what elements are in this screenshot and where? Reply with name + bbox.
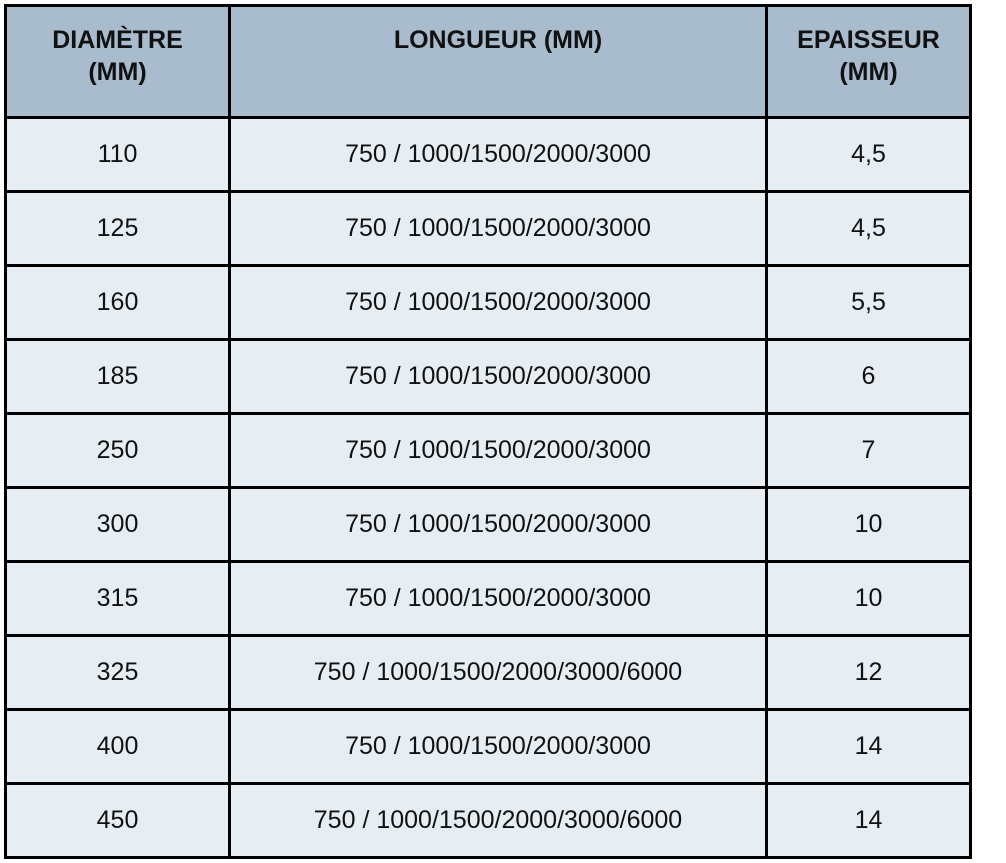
- table-row: [6, 488, 971, 562]
- table-row: [6, 192, 971, 266]
- cell-longueur: 750 / 1000/1500/2000/3000: [230, 488, 767, 562]
- cell-diametre: 300: [6, 488, 230, 562]
- table-row: [6, 414, 971, 488]
- cell-diametre: 315: [6, 562, 230, 636]
- cell-longueur: 750 / 1000/1500/2000/3000: [230, 118, 767, 192]
- cell-longueur: 750 / 1000/1500/2000/3000: [230, 414, 767, 488]
- cell-longueur: 750 / 1000/1500/2000/3000: [230, 710, 767, 784]
- header-longueur-line1: LONGUEUR (MM): [393, 25, 603, 54]
- cell-epaisseur: 14: [767, 710, 971, 784]
- spec-table: [4, 4, 972, 859]
- cell-epaisseur: 4,5: [767, 192, 971, 266]
- cell-diametre: 110: [6, 118, 230, 192]
- table-row: [6, 784, 971, 858]
- table-row: [6, 562, 971, 636]
- cell-diametre: 325: [6, 636, 230, 710]
- cell-epaisseur: 6: [767, 340, 971, 414]
- table-header: [6, 6, 971, 118]
- table-row: [6, 266, 971, 340]
- table-row: [6, 118, 971, 192]
- cell-epaisseur: 7: [767, 414, 971, 488]
- header-longueur: [230, 6, 767, 118]
- header-diametre-line2: (MM): [88, 57, 147, 86]
- table-row: [6, 340, 971, 414]
- cell-longueur: 750 / 1000/1500/2000/3000/6000: [230, 784, 767, 858]
- header-diametre: [6, 6, 230, 118]
- cell-diametre: 250: [6, 414, 230, 488]
- table-row: [6, 710, 971, 784]
- cell-longueur: 750 / 1000/1500/2000/3000: [230, 192, 767, 266]
- cell-diametre: 450: [6, 784, 230, 858]
- header-epaisseur-line2: (MM): [839, 57, 898, 86]
- table-body: [6, 118, 971, 858]
- cell-longueur: 750 / 1000/1500/2000/3000: [230, 340, 767, 414]
- cell-epaisseur: 14: [767, 784, 971, 858]
- cell-diametre: 160: [6, 266, 230, 340]
- cell-longueur: 750 / 1000/1500/2000/3000/6000: [230, 636, 767, 710]
- cell-epaisseur: 10: [767, 488, 971, 562]
- cell-epaisseur: 12: [767, 636, 971, 710]
- header-epaisseur-line1: EPAISSEUR: [797, 25, 940, 54]
- cell-diametre: 125: [6, 192, 230, 266]
- cell-epaisseur: 4,5: [767, 118, 971, 192]
- header-diametre-line1: DIAMÈTRE: [52, 25, 183, 54]
- cell-diametre: 400: [6, 710, 230, 784]
- header-row: [6, 6, 971, 118]
- header-epaisseur: [767, 6, 971, 118]
- cell-diametre: 185: [6, 340, 230, 414]
- table-row: [6, 636, 971, 710]
- cell-longueur: 750 / 1000/1500/2000/3000: [230, 266, 767, 340]
- cell-longueur: 750 / 1000/1500/2000/3000: [230, 562, 767, 636]
- cell-epaisseur: 10: [767, 562, 971, 636]
- cell-epaisseur: 5,5: [767, 266, 971, 340]
